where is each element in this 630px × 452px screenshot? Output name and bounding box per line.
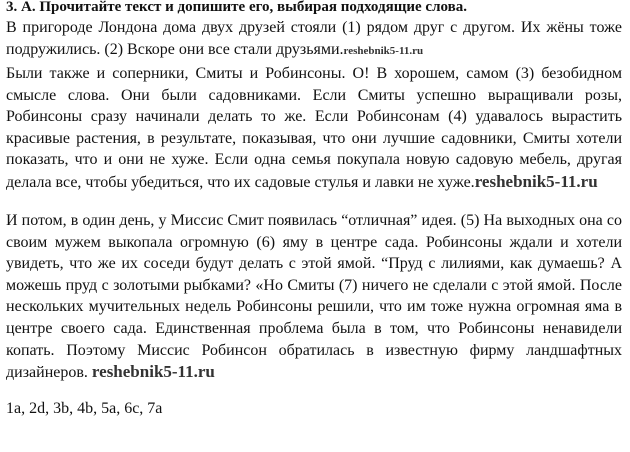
watermark-1: reshebnik5-11.ru [343,44,424,57]
paragraph-3 [6,210,622,384]
paragraph-3-text: И потом, в один день, у Миссис Смит появилась “отличная” идея. (5) На выходных она со своим мужем выкопала огромную (6) яму в центре сада. Робинсоны ждали и хотели увидеть, что же их соседи будут делать с этой ямой. “Пруд с лилиями, как думаешь? А можешь пруд с золотыми рыбками? «Но Смиты (7) ничего не сделали с этой ямой. После нескольких мучительных недель Робинсоны решили, что им тоже нужна огромная яма в центре своего сада. Единственная проблема была в том, что Робинсоны ненавидели копать. Поэтому Миссис Робинсон обратилась в известную фирму ландшафтных дизайнеров. [6,212,622,382]
exercise-heading: 3. А. Прочитайте текст и допишите его, выбирая подходящие слова. [6,0,467,15]
watermark-3: reshebnik5-11.ru [91,362,215,382]
paragraph-2 [6,63,622,194]
paragraph-2-text: Были также и соперники, Смиты и Робинсоны. О! В хорошем, самом (3) безобидном смысле слова. Они были садовниками. Если Смиты успешно выращивали розы, Робинсоны сразу начинали делать то же. Если Робинсонам (4) удавалось вырастить красивые растения, в результате, показывая, что они лучшие садовники, Смиты хотели показать, что и они не хуже. Если одна семья покупала новую садовую мебель, другая делала все, чтобы убедиться, что их садовые стулья и лавки не хуже. [6,65,622,191]
paragraph-1 [6,17,622,62]
watermark-2: reshebnik5-11.ru [474,171,598,191]
paragraph-1-text: В пригороде Лондона дома двух друзей стояли (1) рядом друг с другом. Их жёны тоже подружились. (2) Вскоре они все стали друзьями. [6,19,622,58]
answers-line: 1a, 2d, 3b, 4b, 5a, 6c, 7a [6,400,163,417]
